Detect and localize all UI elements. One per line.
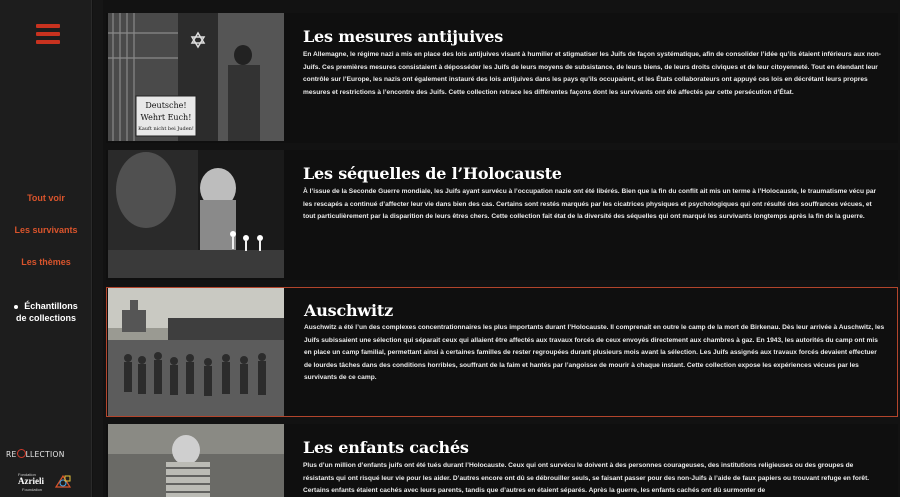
collection-title: Auschwitz	[304, 301, 393, 320]
recollection-logo[interactable]: RE LLECTION	[6, 450, 65, 459]
collection-description: Auschwitz a été l’un des complexes concentrationnaires les plus importants durant l’Holocauste. Il comprenait en outre le camp de la mort de Birkenau. Dès leur arrivée à Auschwitz, les Juifs subissaient une sélection qui séparait ceux qui allaient être affectés aux travaux forcés de ceux envoyés directement aux chambres à gaz. En 1943, les autorités du camp ont mis en place un camp familial, permettant ainsi à certaines familles de rester regroupées durant plusieurs mois avant la sélection. Les Juifs assignés aux travaux forcés devaient effectuer de lourdes tâches dans des conditions horribles, souffrant de la faim et hantés par l’angoisse de mourir à chaque instant. Cette collection expose les expériences vécues par les survivants de ce camp.	[304, 324, 885, 381]
nav-item-survivants[interactable]	[0, 224, 92, 236]
azrieli-mark-icon	[54, 473, 72, 491]
nav-item-label: Échantillons de collections	[15, 301, 78, 323]
sidebar-nav	[0, 192, 92, 344]
nav-item-label: Les thèmes	[21, 257, 71, 267]
azrieli-foundation-logo[interactable]: Fondation Azrieli Foundation	[18, 471, 74, 495]
nav-item-label: Tout voir	[27, 193, 65, 203]
collection-card[interactable]	[106, 150, 898, 280]
collection-thumbnail	[108, 150, 284, 278]
collection-title: Les séquelles de l’Holocauste	[303, 164, 562, 183]
nav-item-echantillons[interactable]	[0, 288, 92, 324]
collection-card[interactable]	[106, 424, 898, 497]
sign-text: Deutsche!	[145, 101, 187, 110]
collection-description: Plus d’un million d’enfants juifs ont été tués durant l’Holocauste. Ceux qui ont survécu le doivent à des personnes courageuses, des institutions religieuses ou des groupes de résistants qui ont risqué leur vie pour les aider. D’autres encore ont dû se débrouiller seuls, se faisant passer pour des non-Juifs à l’aide de faux papiers ou trouvant refuge en forêt. Certains enfants étaient cachés avec leurs parents, tandis que d’autres en étaient séparés. Après la guerre, les enfants cachés ont dû surmonter de	[303, 462, 870, 494]
collection-title: Les mesures antijuives	[303, 27, 503, 46]
recollection-circle-icon	[17, 449, 26, 458]
collection-thumbnail	[108, 13, 284, 141]
scroll-gutter	[93, 0, 103, 497]
collection-title: Les enfants cachés	[303, 438, 469, 457]
collection-thumbnail	[108, 424, 284, 497]
sidebar	[0, 0, 92, 497]
collection-card[interactable]	[106, 13, 898, 143]
sign-text: Kauft nicht bei Juden!	[138, 126, 194, 132]
collection-thumbnail	[108, 288, 284, 416]
collection-description: À l’issue de la Seconde Guerre mondiale, les Juifs ayant survécu à l’occupation nazie ont été libérés. Bien que la fin du conflit ait mis un terme à l’Holocauste, le traumatisme vécu par les rescapés a continué d’affecter leur vie dans bien des cas. Certains sont restés marqués par les cicatrices physiques et psychologiques qui ont résulté des souffrances vécues, et tout particulièrement par la disparition de leurs êtres chers. Cette collection fait état de la diversité des séquelles qui ont marqué les survivants longtemps après la fin de la guerre.	[303, 188, 877, 220]
menu-icon[interactable]	[36, 24, 60, 46]
collection-card[interactable]	[106, 287, 898, 417]
active-dot-icon	[14, 305, 18, 309]
nav-item-themes[interactable]	[0, 256, 92, 268]
sign-text: Wehrt Euch!	[140, 113, 192, 122]
nav-item-label: Les survivants	[14, 225, 78, 235]
nav-item-tout-voir[interactable]	[0, 192, 92, 204]
collections-list	[106, 0, 900, 497]
collection-description: En Allemagne, le régime nazi a mis en place des lois antijuives visant à humilier et stigmatiser les Juifs de façon systématique, afin de consolider l’idée qu’ils étaient inférieurs aux non-Juifs. Ces premières mesures consistaient à déposséder les Juifs de leurs moyens de subsistance, de leurs biens, de leurs droits civiques et de leur citoyenneté. Tout en étendant leur contrôle sur l’Europe, les nazis ont également instauré des lois antijuives dans les pays qu’ils occupaient, et les États collaborateurs ont appuyé ces lois en décrétant leurs propres mesures et restrictions à l’encontre des Juifs. Cette collection retrace les différentes façons dont les survivants ont été affectés par cette persécution d’État.	[303, 51, 881, 96]
